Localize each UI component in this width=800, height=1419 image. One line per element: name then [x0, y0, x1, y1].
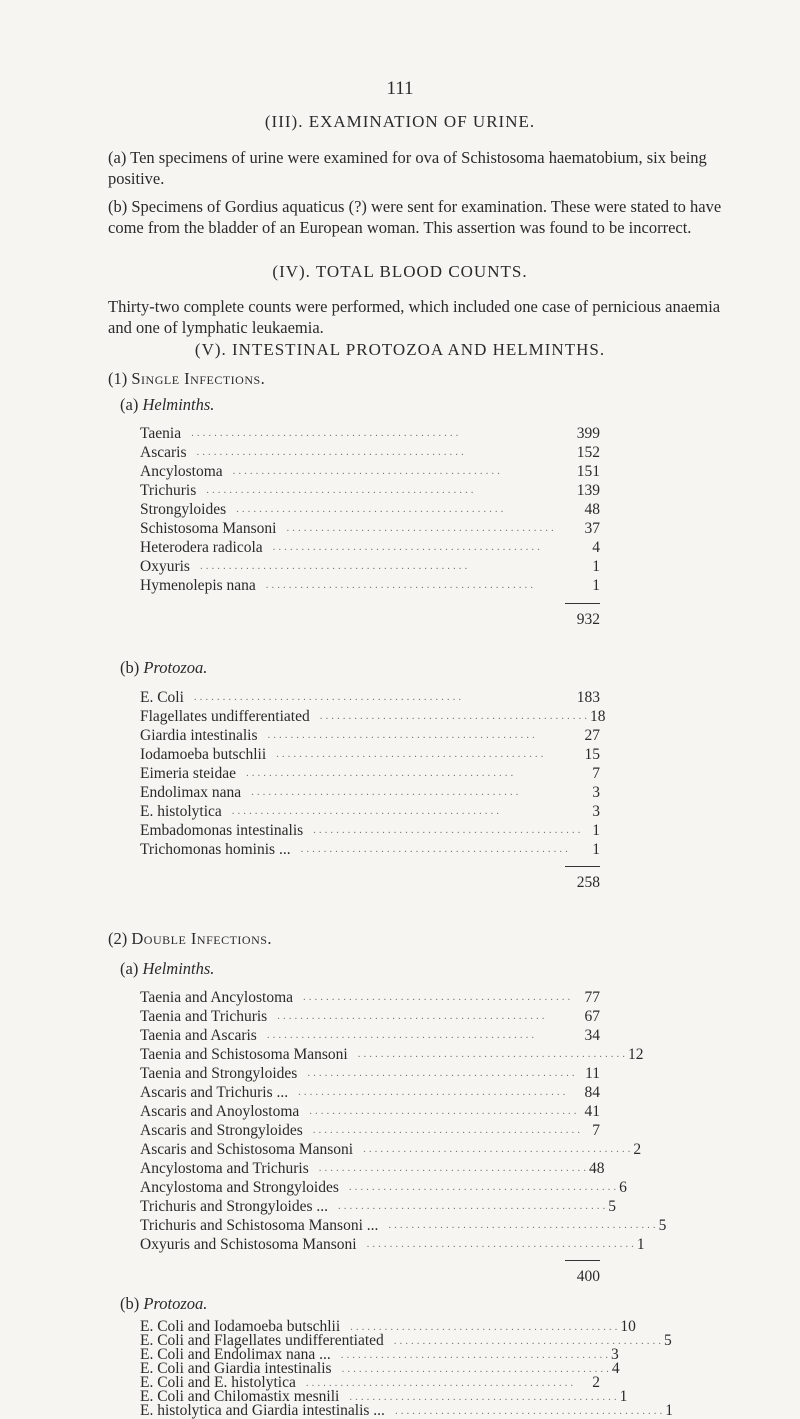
list-item: Ascaris and Schistosoma Mansoni ............................................... 2	[140, 1141, 642, 1158]
double-helminths-total: 400	[576, 1268, 600, 1285]
list-item: Iodamoeba butschlii ............................................... 15	[140, 746, 600, 763]
paragraph-urine-b	[108, 196, 748, 238]
single-helminths-title	[120, 395, 214, 415]
list-item: Schistosoma Mansoni ............................................... 37	[140, 520, 600, 537]
single-infections-title	[108, 369, 265, 389]
section-title-text: Double Infections.	[131, 929, 273, 948]
total-rule	[565, 603, 600, 604]
single-protozoa-total: 258	[576, 874, 600, 891]
list-item: Trichuris and Strongyloides ... ............................................... 5	[140, 1198, 617, 1215]
item-label: (a)	[108, 148, 127, 167]
paragraph-blood: Thirty-two complete counts were performed, which included one case of pernicious anaemia and one of lymphatic leukaemia.	[108, 297, 721, 337]
sub-label: (a)	[120, 959, 139, 978]
section-heading-blood: (IV). TOTAL BLOOD COUNTS.	[272, 262, 528, 281]
sub-title-text: Helminths.	[142, 959, 215, 978]
list-item: E. histolytica and Giardia intestinalis ... ............................................... 1	[140, 1402, 673, 1419]
item-text: Specimens of Gordius aquaticus (?) were sent for examination. These were stated to have come from the bladder of an European woman. This assertion was found to be incorrect.	[108, 197, 722, 237]
item-label: (b)	[108, 197, 128, 216]
sub-label: (a)	[120, 395, 139, 414]
total-rule	[565, 866, 600, 867]
section-number: (2)	[108, 929, 128, 948]
list-item: E. Coli ............................................... 183	[140, 689, 600, 706]
list-item: Taenia ............................................... 399	[140, 425, 600, 442]
sub-label: (b)	[120, 1294, 140, 1313]
section-heading-protozoa-helminths: (V). INTESTINAL PROTOZOA AND HELMINTHS.	[194, 340, 606, 359]
list-item: Hymenolepis nana ............................................... 1	[140, 577, 600, 594]
list-item: Taenia and Strongyloides ............................................... 11	[140, 1065, 600, 1082]
list-item: E. Coli and Chilomastix mesnili ............................................... 1	[140, 1388, 628, 1405]
sub-title-text: Protozoa.	[143, 1294, 208, 1313]
single-helminths-total: 932	[576, 611, 600, 628]
list-item: E. histolytica ............................................... 3	[140, 803, 600, 820]
sub-title-text: Helminths.	[142, 395, 215, 414]
list-item: E. Coli and Iodamoeba butschlii ............................................... 10	[140, 1318, 636, 1335]
single-protozoa-title	[120, 658, 207, 678]
list-item: Taenia and Trichuris ............................................... 67	[140, 1008, 600, 1025]
list-item: E. Coli and Giardia intestinalis ............................................... 4	[140, 1360, 620, 1377]
list-item: Ascaris ............................................... 152	[140, 444, 600, 461]
list-item: Ancylostoma ............................................... 151	[140, 463, 600, 480]
list-item: Eimeria steidae ............................................... 7	[140, 765, 600, 782]
list-item: Ancylostoma and Trichuris ............................................... 48	[140, 1160, 605, 1177]
list-item: Taenia and Ascaris ............................................... 34	[140, 1027, 600, 1044]
list-item: Ascaris and Anoylostoma ............................................... 41	[140, 1103, 600, 1120]
sub-title-text: Protozoa.	[143, 658, 208, 677]
list-item: Strongyloides ............................................... 48	[140, 501, 600, 518]
list-item: E. Coli and E. histolytica ............................................... 2	[140, 1374, 600, 1391]
list-item: Flagellates undifferentiated ............................................... 18	[140, 708, 606, 725]
list-item: Ancylostoma and Strongyloides ............................................... 6	[140, 1179, 627, 1196]
section-number: (1)	[108, 369, 128, 388]
list-item: Heterodera radicola ............................................... 4	[140, 539, 600, 556]
double-helminths-list	[140, 988, 667, 1254]
list-item: Oxyuris and Schistosoma Mansoni ............................................... 1	[140, 1236, 645, 1253]
list-item: Giardia intestinalis ............................................... 27	[140, 727, 600, 744]
list-item: Taenia and Schistosoma Mansoni ............................................... 12	[140, 1046, 644, 1063]
section-heading-urine: (III). EXAMINATION OF URINE.	[264, 112, 536, 131]
paragraph-urine-a	[108, 147, 748, 189]
double-protozoa-list	[140, 1318, 673, 1419]
double-infections-title	[108, 929, 272, 949]
item-text: Ten specimens of urine were examined for ova of Schistosoma haematobium, six being positive.	[108, 148, 707, 188]
list-item: Trichomonas hominis ... ............................................... 1	[140, 841, 600, 858]
sub-label: (b)	[120, 658, 140, 677]
list-item: Ascaris and Strongyloides ............................................... 7	[140, 1122, 600, 1139]
double-helminths-title	[120, 959, 214, 979]
page-number: 111	[386, 78, 414, 99]
list-item: Endolimax nana ............................................... 3	[140, 784, 600, 801]
double-protozoa-title	[120, 1294, 207, 1314]
list-item: Trichuris and Schistosoma Mansoni ... ............................................... 5	[140, 1217, 667, 1234]
list-item: Embadomonas intestinalis ............................................... 1	[140, 822, 600, 839]
list-item: Trichuris ............................................... 139	[140, 482, 600, 499]
list-item: Ascaris and Trichuris ... ............................................... 84	[140, 1084, 600, 1101]
single-protozoa-list	[140, 688, 606, 859]
single-helminths-list	[140, 424, 600, 595]
section-title-text: Single Infections.	[131, 369, 266, 388]
list-item: Oxyuris ............................................... 1	[140, 558, 600, 575]
list-item: Taenia and Ancylostoma ............................................... 77	[140, 989, 600, 1006]
list-item: E. Coli and Endolimax nana ... ............................................... 3	[140, 1346, 619, 1363]
list-item: E. Coli and Flagellates undifferentiated ............................................... 5	[140, 1332, 672, 1349]
total-rule	[565, 1260, 600, 1261]
